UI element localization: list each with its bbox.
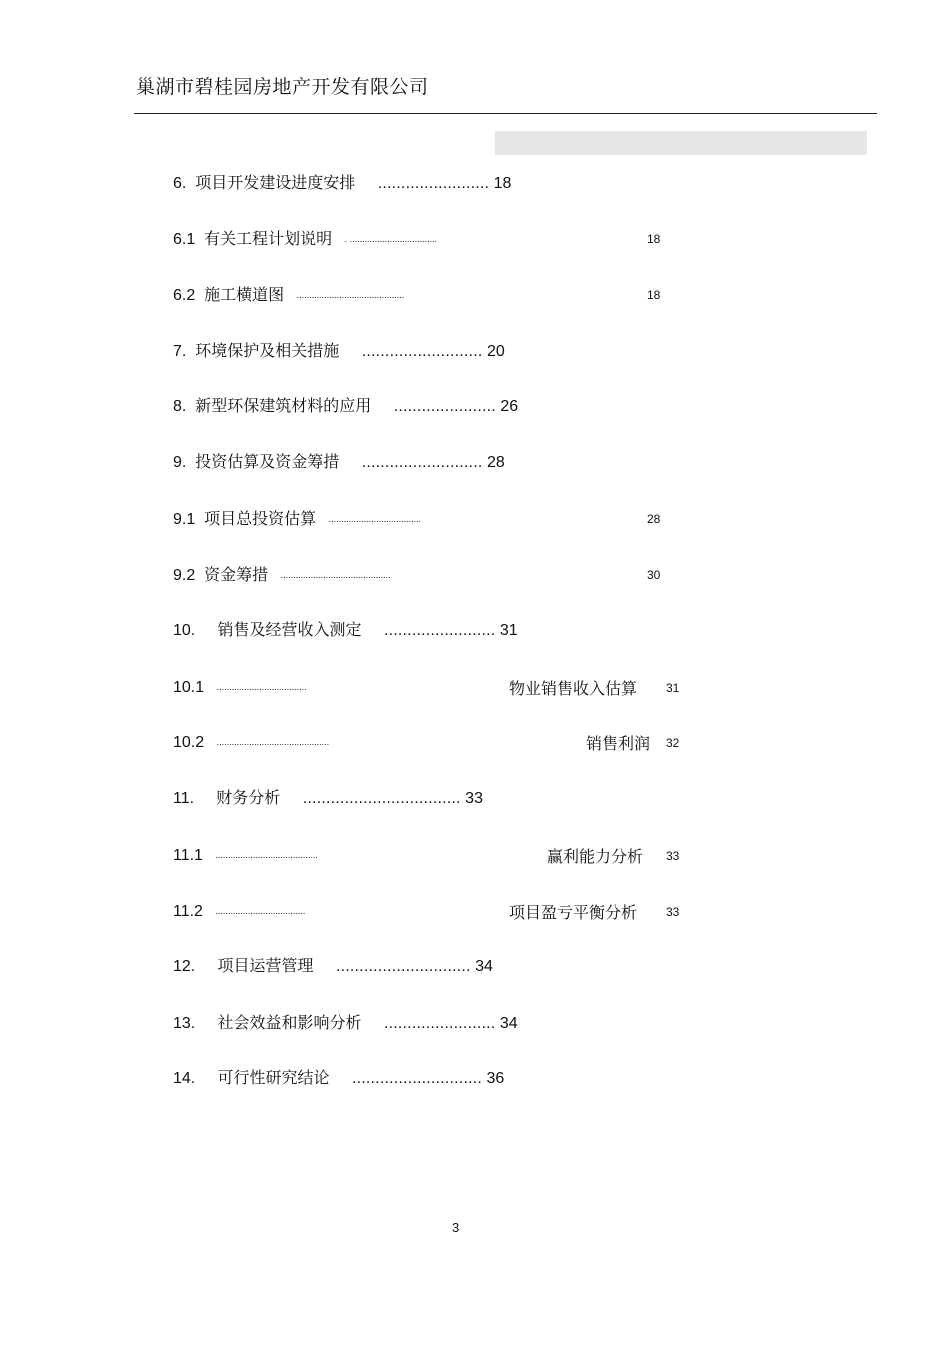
toc-page-number: 20 — [486, 343, 505, 360]
toc-entry-title: 项目运营管理 — [217, 956, 314, 975]
toc-dot-leader: ........................ — [383, 1015, 496, 1032]
toc-dot-leader: .......................... — [361, 454, 483, 471]
toc-entry-9-1[interactable] — [173, 509, 421, 530]
toc-entry-title: 资金筹措 — [204, 565, 269, 584]
toc-entry-10[interactable] — [173, 620, 518, 641]
toc-entry-number: 6.1 — [173, 231, 196, 248]
toc-dot-leader: ............................................. — [216, 737, 330, 747]
toc-entry-11[interactable] — [173, 788, 483, 809]
toc-entry-number: 12. — [173, 958, 196, 975]
toc-page-number: 26 — [500, 398, 519, 415]
toc-entry-number: 9. — [173, 454, 187, 471]
document-header-title: 巢湖市碧桂园房地产开发有限公司 — [136, 76, 429, 98]
toc-entry-title: 投资估算及资金筹措 — [195, 452, 340, 471]
toc-page-number: 34 — [475, 958, 493, 975]
toc-page-number: 36 — [486, 1070, 505, 1087]
toc-entry-title: 项目盈亏平衡分析 — [509, 903, 638, 922]
toc-dot-leader: ........................................... — [296, 290, 405, 300]
toc-page-number: 32 — [666, 736, 680, 750]
toc-entry-title: 财务分析 — [216, 788, 281, 807]
toc-entry-title: 施工横道图 — [204, 285, 285, 304]
toc-dot-leader: ......................................... — [215, 850, 318, 860]
toc-entry-number: 6. — [173, 175, 187, 192]
toc-entry-title: 可行性研究结论 — [217, 1068, 330, 1087]
toc-entry-9[interactable] — [173, 452, 505, 473]
toc-entry-number: 9.2 — [173, 567, 196, 584]
toc-dot-leader: ............................................ — [280, 570, 391, 580]
toc-dot-leader: ........................ — [383, 622, 496, 639]
toc-dot-leader: ........................ — [377, 175, 490, 192]
toc-dot-leader: .................................... — [216, 682, 307, 692]
toc-entry-title: 新型环保建筑材料的应用 — [195, 396, 372, 415]
toc-page-number: 18 — [493, 175, 512, 192]
toc-entry-10-2[interactable] — [173, 732, 329, 753]
toc-entry-11-1[interactable] — [173, 845, 318, 866]
toc-entry-number: 10.2 — [173, 734, 205, 751]
toc-dot-leader: . ................................... — [344, 234, 438, 244]
footer-page-number: 3 — [452, 1220, 460, 1235]
toc-entry-12[interactable] — [173, 956, 493, 977]
toc-page-number: 28 — [647, 512, 661, 526]
toc-page-number: 31 — [666, 681, 680, 695]
toc-entry-number: 10.1 — [173, 679, 205, 696]
toc-dot-leader: .................................... — [215, 906, 306, 916]
toc-entry-9-2[interactable] — [173, 565, 391, 586]
toc-entry-title: 项目总投资估算 — [204, 509, 317, 528]
toc-entry-title: 销售利润 — [586, 734, 651, 753]
toc-entry-title: 销售及经营收入测定 — [217, 620, 362, 639]
toc-entry-13[interactable] — [173, 1013, 518, 1034]
toc-entry-10-1[interactable] — [173, 677, 307, 698]
toc-entry-14[interactable] — [173, 1068, 504, 1089]
toc-entry-title: 项目开发建设进度安排 — [195, 173, 356, 192]
toc-page-number: 33 — [666, 849, 680, 863]
toc-page-number: 33 — [666, 905, 680, 919]
toc-dot-leader: ............................ — [351, 1070, 483, 1087]
toc-dot-leader: .................................. — [302, 790, 461, 807]
toc-entry-number: 11. — [173, 790, 195, 807]
toc-entry-title: 环境保护及相关措施 — [195, 341, 340, 360]
toc-page-number: 30 — [647, 568, 661, 582]
toc-entry-title: 社会效益和影响分析 — [217, 1013, 362, 1032]
toc-entry-number: 9.1 — [173, 511, 196, 528]
toc-entry-number: 14. — [173, 1070, 196, 1087]
toc-entry-number: 6.2 — [173, 287, 196, 304]
toc-dot-leader: .......................... — [361, 343, 483, 360]
toc-entry-title: 赢利能力分析 — [547, 847, 644, 866]
toc-page-number: 18 — [647, 288, 661, 302]
toc-entry-number: 8. — [173, 398, 187, 415]
toc-page-number: 28 — [486, 454, 505, 471]
toc-entry-6-2[interactable] — [173, 285, 404, 306]
toc-entry-number: 7. — [173, 343, 187, 360]
toc-entry-7[interactable] — [173, 341, 505, 362]
toc-entry-number: 11.1 — [173, 847, 203, 864]
toc-dot-leader: ............................. — [335, 958, 471, 975]
toc-entry-title: 有关工程计划说明 — [204, 229, 333, 248]
toc-entry-number: 10. — [173, 622, 196, 639]
toc-page-number: 33 — [465, 790, 483, 807]
toc-dot-leader: ..................................... — [328, 514, 422, 524]
toc-entry-11-2[interactable] — [173, 901, 305, 922]
toc-entry-title: 物业销售收入估算 — [509, 679, 638, 698]
toc-page-number: 18 — [647, 232, 661, 246]
toc-entry-number: 11.2 — [173, 903, 203, 920]
toc-entry-8[interactable] — [173, 396, 518, 417]
toc-entry-6-1[interactable] — [173, 229, 437, 250]
toc-page-number: 34 — [499, 1015, 518, 1032]
toc-entry-6[interactable] — [173, 173, 511, 194]
toc-page-number: 31 — [499, 622, 518, 639]
toc-entry-number: 13. — [173, 1015, 196, 1032]
toc-dot-leader: ...................... — [393, 398, 496, 415]
